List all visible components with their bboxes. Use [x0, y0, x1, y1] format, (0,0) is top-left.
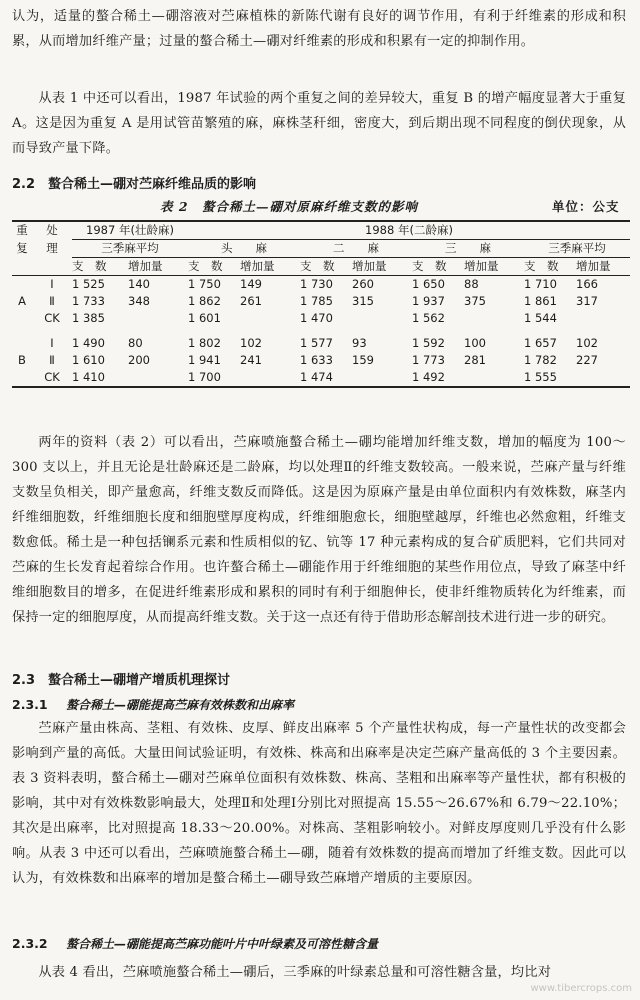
table-cell: CK — [44, 310, 60, 325]
heading-title: 螯合稀土—硼能提高苎麻功能叶片中叶绿素及可溶性糖含量 — [65, 937, 378, 951]
table-cell: 317 — [576, 293, 598, 308]
table-row — [12, 335, 630, 352]
watermark: www.tibercrops.com — [530, 983, 632, 994]
table-cell — [12, 276, 32, 294]
heading-number: 2.3.2 — [12, 936, 48, 951]
table-cell: A — [18, 293, 26, 308]
table-cell: 1 773 — [412, 352, 445, 367]
table-cell: 200 — [128, 352, 150, 367]
table-cell: 348 — [128, 293, 150, 308]
header-year-1988: 1988 年(二龄麻) — [188, 221, 630, 240]
table-cell: 102 — [240, 335, 262, 350]
header-avg-1987: 三季麻平均 — [72, 240, 188, 258]
table2-unit: 单位：公支 — [552, 199, 620, 214]
table-cell — [352, 369, 412, 387]
table-cell: 1 862 — [188, 293, 221, 308]
table-row — [12, 276, 630, 294]
table-cell: 1 470 — [300, 310, 333, 325]
section-heading-2-3: 2.3 螯合稀土—硼增产增质机理探讨 — [12, 673, 231, 688]
table-cell: 1 861 — [524, 293, 557, 308]
table-cell: 149 — [240, 276, 262, 291]
table-row — [12, 352, 630, 369]
table-row — [12, 310, 630, 327]
header-cut-3: 三 麻 — [412, 240, 524, 258]
table-cell: 1 710 — [524, 276, 557, 291]
table-cell: 1 592 — [412, 335, 445, 350]
table-cell: 93 — [352, 335, 367, 350]
table-cell: 100 — [464, 335, 486, 350]
table-cell: 1 492 — [412, 369, 464, 387]
table-cell: 1 562 — [412, 310, 445, 325]
table-cell: 1 601 — [188, 310, 221, 325]
table-cell — [12, 369, 32, 387]
table-cell — [464, 310, 524, 327]
table-cell: 1 802 — [188, 335, 221, 350]
table-cell: Ⅰ — [50, 335, 54, 350]
table-cell: 1 633 — [300, 352, 333, 367]
header-increase: 增加量 — [576, 258, 630, 276]
header-fu: 复 — [16, 240, 28, 255]
table-cell: 227 — [576, 352, 598, 367]
table-cell: Ⅰ — [50, 276, 54, 291]
table-cell: 1 544 — [524, 310, 557, 325]
table-cell — [240, 369, 300, 387]
header-increase: 增加量 — [352, 258, 412, 276]
table-cell: 1 937 — [412, 293, 445, 308]
table-cell: 159 — [352, 352, 374, 367]
table-cell: 1 577 — [300, 335, 333, 350]
table-cell: B — [18, 352, 26, 367]
table-cell: 1 733 — [72, 293, 105, 308]
table-cell: 1 555 — [524, 369, 576, 387]
table-cell: 1 525 — [72, 276, 105, 291]
table-cell: 1 700 — [188, 369, 240, 387]
table-cell — [128, 369, 188, 387]
table-cell — [464, 369, 524, 387]
table-cell: 80 — [128, 335, 143, 350]
table-cell: 1 474 — [300, 369, 352, 387]
header-cut-2: 二 麻 — [300, 240, 412, 258]
header-avg-1988: 三季麻平均 — [524, 240, 630, 258]
header-year-1987: 1987 年(壮龄麻) — [72, 221, 188, 240]
header-chu: 处 — [32, 221, 72, 240]
table-cell — [128, 310, 188, 327]
table-cell: 102 — [576, 335, 598, 350]
table-cell: 1 750 — [188, 276, 221, 291]
heading-title: 螯合稀土—硼能提高苎麻有效株数和出麻率 — [65, 698, 294, 712]
section-heading-2-3-2 — [12, 938, 378, 951]
table-cell: CK — [32, 369, 72, 387]
table-cell: 88 — [464, 276, 479, 291]
header-increase: 增加量 — [128, 258, 188, 276]
table-cell: 375 — [464, 293, 486, 308]
table-cell: Ⅱ — [49, 352, 55, 367]
table-cell: 1 941 — [188, 352, 221, 367]
table-cell: 1 730 — [300, 276, 333, 291]
paragraph-table2-discussion: 两年的资料（表 2）可以看出，苎麻喷施螯合稀土—硼均能增加纤维支数，增加的幅度为 100～300 支以上，并且无论是壮龄麻还是二龄麻，均以处理Ⅱ的纤维支数较高。一般来说，苎麻产量与纤维支数呈负相关，即产量愈高，纤维支数反而降低。这是因为原麻产量是由单位面积内有效株数，麻茎内纤维细胞数，纤维细胞长度和细胞壁厚度构成，纤维细胞愈长，细胞壁越厚，纤维也必然愈粗，纤维支数愈低。稀土是一种包括镧系元素和性质相似的钇、钪等 17 种元素构成的复合矿质肥料，它们共同对苎麻的生长发育起着综合作用。也许螯合稀土—硼能作用于纤维细胞的某些作用位点，导致了麻茎中纤维细胞数目的增多，在促进纤维素形成和累积的同时有利于细胞伸长，使非纤维物质转化为纤维素，而保持一定的细胞厚度，从而提高纤维支数。关于这一点还有待于借助形态解剖技术进行进一步的研究。 — [12, 435, 626, 625]
paragraph-table1-discussion: 从表 1 中还可以看出，1987 年试验的两个重复之间的差异较大，重复 B 的增产幅度显著大于重复 A。这是因为重复 A 是用试管苗繁殖的麻，麻株茎秆细，密度大，到后期出现不同程度的倒伏现象，从而导致产量下降。 — [12, 91, 626, 156]
table-cell — [576, 369, 630, 387]
table-row — [12, 369, 630, 387]
header-li: 理 — [46, 240, 58, 255]
table-cell: 281 — [464, 352, 486, 367]
header-increase: 增加量 — [464, 258, 524, 276]
section-heading-2-2: 2.2 螯合稀土—硼对苎麻纤维品质的影响 — [12, 177, 257, 192]
table-cell: Ⅱ — [49, 293, 55, 308]
table-cell — [12, 310, 32, 327]
header-count: 支 数 — [524, 258, 576, 276]
header-cut-1: 头 麻 — [188, 240, 300, 258]
heading-number: 2.3.1 — [12, 697, 48, 712]
table-cell: 1 490 — [72, 335, 105, 350]
table-row — [12, 293, 630, 310]
table-cell: 1 410 — [72, 369, 128, 387]
section-heading-2-3-1 — [12, 699, 294, 712]
table-cell: 1 610 — [72, 352, 105, 367]
header-count: 支 数 — [300, 258, 352, 276]
table-2 — [12, 220, 630, 388]
header-count: 支 数 — [72, 258, 128, 276]
paragraph-2-3-2: 从表 4 看出，苎麻喷施螯合稀土—硼后，三季麻的叶绿素总量和可溶性糖含量，均比对 — [38, 965, 552, 980]
header-chong: 重 — [12, 221, 32, 240]
header-count: 支 数 — [412, 258, 464, 276]
table-cell: 241 — [240, 352, 262, 367]
table-cell: 140 — [128, 276, 150, 291]
table2-caption: 表 2 螯合稀土—硼对原麻纤维支数的影响 — [160, 199, 419, 214]
table-cell: 261 — [240, 293, 262, 308]
table-cell: 315 — [352, 293, 374, 308]
table-cell — [12, 335, 32, 352]
table-cell: 1 650 — [412, 276, 445, 291]
table-cell: 1 385 — [72, 310, 105, 325]
table-cell: 1 657 — [524, 335, 557, 350]
paragraph-top: 认为，适量的螯合稀土—硼溶液对苎麻植株的新陈代谢有良好的调节作用，有利于纤维素的形成和积累，从而增加纤维产量；过量的螯合稀土—硼对纤维素的形成和积累有一定的抑制作用。 — [12, 9, 626, 49]
table-cell: 1 782 — [524, 352, 557, 367]
header-increase: 增加量 — [240, 258, 300, 276]
table-cell — [352, 310, 412, 327]
header-count: 支 数 — [188, 258, 240, 276]
table-cell: 260 — [352, 276, 374, 291]
table-cell: 1 785 — [300, 293, 333, 308]
table-cell — [576, 310, 630, 327]
paragraph-2-3-1: 苎麻产量由株高、茎粗、有效株、皮厚、鲜皮出麻率 5 个产量性状构成，每一产量性状的改变都会影响到产量的高低。大量田间试验证明，有效株、株高和出麻率是决定苎麻产量高低的 3 个主要因素。表 3 资料表明，螯合稀土—硼对苎麻单位面积有效株数、株高、茎粗和出麻率等产量性状，都有积极的影响，其中对有效株数影响最大，处理Ⅱ和处理Ⅰ分别比对照提高 15.55～26.67%和 6.79～22.10%；其次是出麻率，比对照提高 18.33～20.00%。对株高、茎粗影响较小。对鲜皮厚度则几乎没有什么影响。从表 3 中还可以看出，苎麻喷施螯合稀土—硼，随着有效株数的提高而增加了纤维支数。因此可以认为，有效株数和出麻率的增加是螯合稀土—硼导致苎麻增产增质的主要原因。 — [12, 721, 626, 886]
table-cell — [240, 310, 300, 327]
table-cell: 166 — [576, 276, 598, 291]
